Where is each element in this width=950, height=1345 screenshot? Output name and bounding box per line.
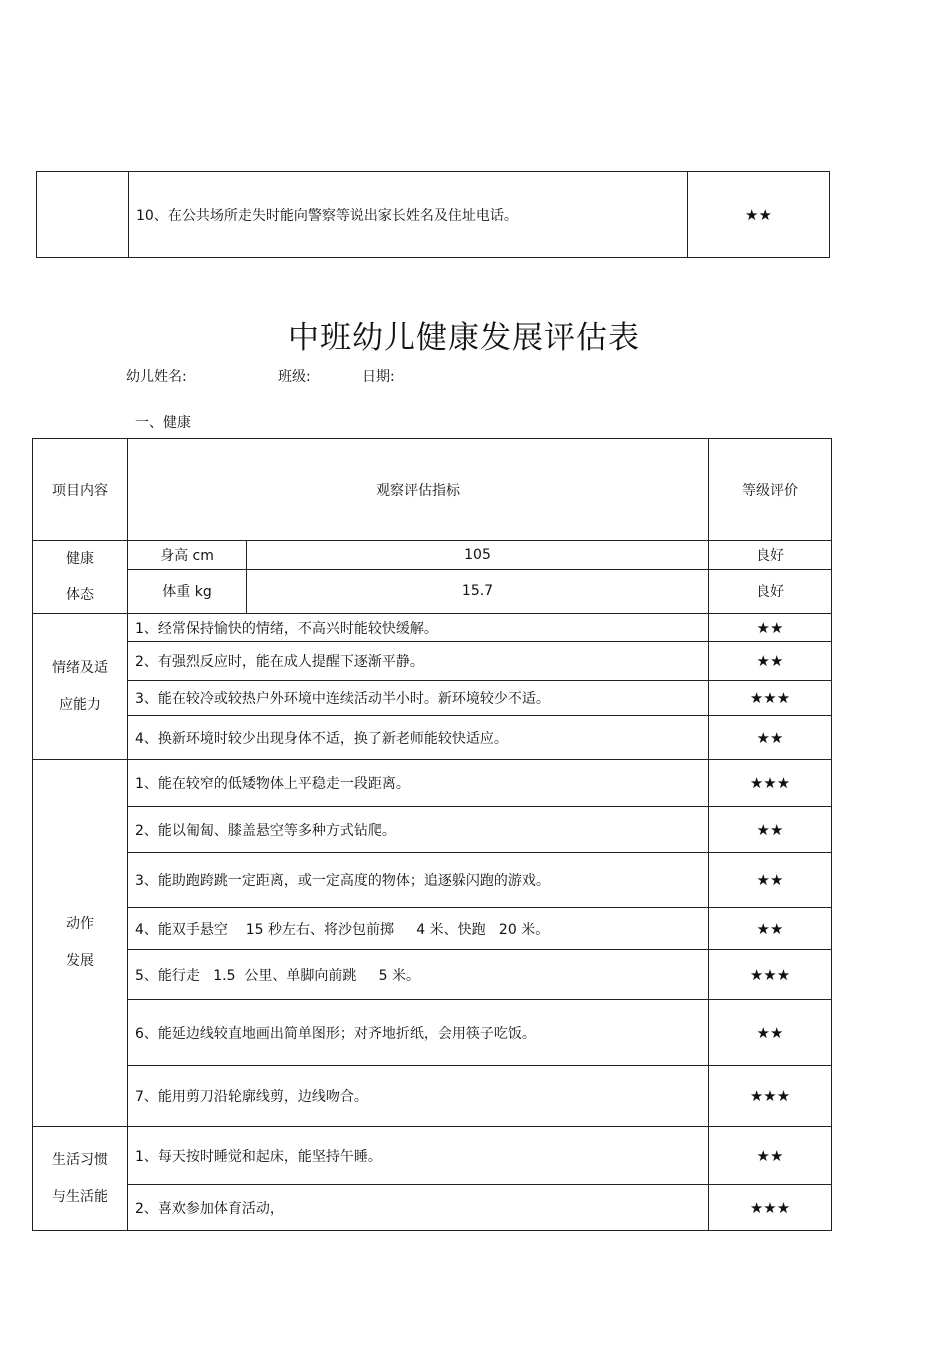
table-row [33,760,832,807]
table-row [33,1185,832,1231]
rating-cell: ★★ [709,1127,832,1185]
category-physique [33,541,128,614]
indicator-cell: 4、能双手悬空 15 秒左右、将沙包前掷 4 米、快跑 20 米。 [128,908,709,950]
evaluation-table [32,438,832,1231]
date-label: 日期: [362,369,395,385]
class-label: 班级: [278,369,311,385]
table-row [33,807,832,853]
indicator-cell: 1、经常保持愉快的情绪，不高兴时能较快缓解。 [128,614,709,642]
indicator-cell: 2、喜欢参加体育活动， [128,1185,709,1231]
child-name-label: 幼儿姓名: [126,369,187,385]
category-emotion [33,614,128,760]
rating-cell: ★★ [709,716,832,760]
measure-label: 身高 cm [128,541,247,570]
rating-cell: ★★★ [709,681,832,716]
header-row [33,439,832,541]
rating-cell: ★★ [709,642,832,681]
indicator-cell: 3、能助跑跨跳一定距离，或一定高度的物体；追逐躲闪跑的游戏。 [128,853,709,908]
category-line: 动作 [66,916,94,932]
table-row [33,681,832,716]
indicator-cell: 5、能行走 1.5 公里、单脚向前跳 5 米。 [128,950,709,1000]
table-row [33,569,832,613]
rating-cell: ★★★ [709,1066,832,1127]
rating-cell: 良好 [709,569,832,613]
indicator-cell: 7、能用剪刀沿轮廓线剪，边线吻合。 [128,1066,709,1127]
table-row [33,541,832,570]
category-line: 与生活能 [52,1188,108,1205]
category-habits [33,1127,128,1231]
header-rating: 等级评价 [709,439,832,541]
table-row [33,614,832,642]
table-row [33,853,832,908]
section-heading: 一、健康 [135,415,191,431]
indicator-cell: 1、每天按时睡觉和起床，能坚持午睡。 [128,1127,709,1185]
rating-cell: ★★ [688,172,830,258]
category-line: 应能力 [59,696,101,713]
rating-cell: ★★ [709,614,832,642]
table-row [37,172,830,258]
prev-table [36,171,830,258]
indicator-cell: 2、有强烈反应时，能在成人提醒下逐渐平静。 [128,642,709,681]
page-title: 中班幼儿健康发展评估表 [288,320,640,356]
header-category: 项目内容 [33,439,128,541]
category-line: 情绪及适 [52,659,108,676]
indicator-cell: 10、在公共场所走失时能向警察等说出家长姓名及住址电话。 [129,172,688,258]
measure-value: 105 [247,541,709,570]
table-row [33,950,832,1000]
rating-cell: ★★★ [709,1185,832,1231]
category-line: 生活习惯 [52,1151,108,1168]
measure-value: 15.7 [247,569,709,613]
header-indicator: 观察评估指标 [128,439,709,541]
rating-cell: ★★ [709,908,832,950]
rating-cell: ★★★ [709,950,832,1000]
indicator-cell: 6、能延边线较直地画出简单图形；对齐地折纸，会用筷子吃饭。 [128,1000,709,1066]
rating-cell: ★★★ [709,760,832,807]
rating-cell: ★★ [709,853,832,908]
category-motor [33,760,128,1127]
empty-category-cell [37,172,129,258]
measure-label: 体重 kg [128,569,247,613]
rating-cell: ★★ [709,807,832,853]
category-line: 发展 [66,953,94,969]
rating-cell: 良好 [709,541,832,570]
category-line: 体态 [66,587,94,603]
table-row [33,716,832,760]
table-row [33,908,832,950]
indicator-cell: 2、能以匍匐、膝盖悬空等多种方式钻爬。 [128,807,709,853]
table-row [33,642,832,681]
indicator-cell: 1、能在较窄的低矮物体上平稳走一段距离。 [128,760,709,807]
indicator-cell: 4、换新环境时较少出现身体不适，换了新老师能较快适应。 [128,716,709,760]
table-row [33,1066,832,1127]
indicator-cell: 3、能在较冷或较热户外环境中连续活动半小时。新环境较少不适。 [128,681,709,716]
table-row [33,1000,832,1066]
table-row [33,1127,832,1185]
rating-cell: ★★ [709,1000,832,1066]
category-line: 健康 [66,551,94,567]
